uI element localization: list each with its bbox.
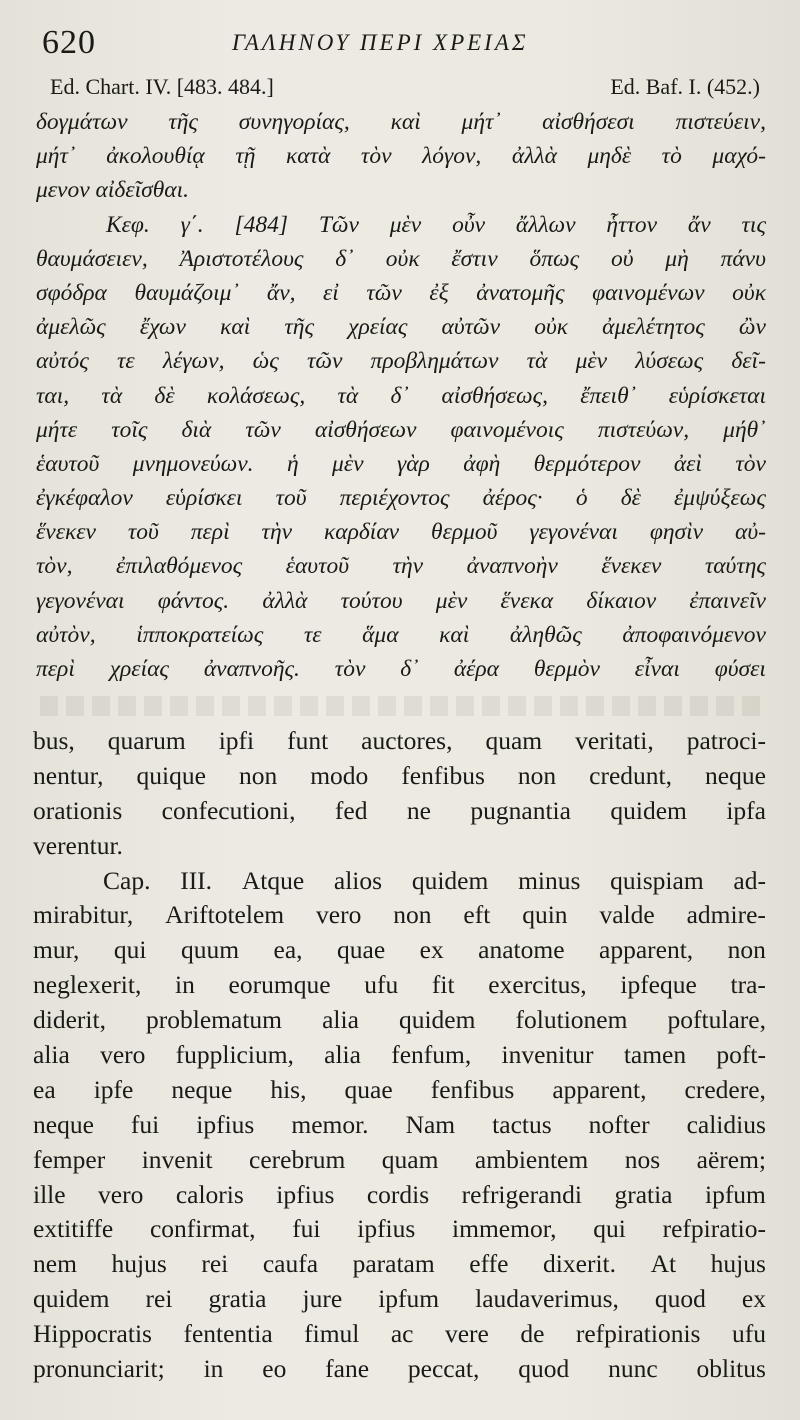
page-header [42,24,756,68]
edition-chartier-ref: Ed. Chart. IV. [483. 484.] [50,74,274,99]
latin-text-line: mur, qui quum ea, quae ex anatome apparent, non [33,935,766,965]
latin-text-line: extitiffe confirmat, fui ipfius immemor, qui refpiratio- [33,1214,766,1244]
greek-text-line: Κεφ. γ΄. [484] Τῶν μὲν οὖν ἄλλων ἧττον ἄν τις [106,211,766,238]
latin-text-line: orationis confecutioni, fed ne pugnantia quidem ipfa [33,795,766,825]
latin-text-line: pronunciarit; in eo fane peccat, quod nunc oblitus [33,1354,766,1384]
latin-text-line: ille vero caloris ipfius cordis refrigerandi gratia ipfum [33,1179,766,1209]
greek-text-line: γεγονέναι φάντος. ἀλλὰ τούτου μὲν ἕνεκα δίκαιον ἐπαινεῖν [36,587,766,614]
page-number: 620 [42,24,96,61]
greek-text-line: σφόδρα θαυμάζοιμ᾿ ἄν, εἰ τῶν ἐξ ἀνατομῆς φαινομένων οὐκ [36,279,766,306]
bleed-through-line [40,696,760,716]
latin-text-line: ea ipfe neque his, quae fenfibus apparent, credere, [33,1074,766,1104]
latin-text-line: Cap. III. Atque alios quidem minus quispiam ad- [103,865,766,895]
greek-text-line: θαυμάσειεν, Ἀριστοτέλους δ᾿ οὐκ ἔστιν ὅπως οὐ μὴ πάνυ [36,245,766,272]
latin-text-line: nentur, quique non modo fenfibus non credunt, neque [33,760,766,790]
greek-text-line: αὐτὸν, ἱπποκρατείως τε ἅμα καὶ ἀληθῶς ἀποφαινόμενον [36,621,766,648]
latin-text-line: nem hujus rei caufa paratam effe dixerit. At hujus [33,1249,766,1279]
greek-text-line: ἕνεκεν τοῦ περὶ τὴν καρδίαν θερμοῦ γεγονέναι φησὶν αὐ- [36,519,766,546]
greek-text-line: ἐγκέφαλον εὑρίσκει τοῦ περιέχοντος ἀέρος· ὁ δὲ ἐμψύξεως [36,485,766,512]
greek-text-line: τὸν, ἐπιλαθόμενος ἑαυτοῦ τὴν ἀναπνοὴν ἕνεκεν ταύτης [36,553,766,580]
greek-text-line: δογμάτων τῆς συνηγορίας, καὶ μήτ᾿ αἰσθήσεσι πιστεύειν, [36,109,766,135]
latin-text-line: bus, quarum ipfi funt auctores, quam veritati, patroci- [33,726,766,755]
greek-text-line: ται, τὰ δὲ κολάσεως, τὰ δ᾿ αἰσθήσεως, ἔπειθ᾿ εὑρίσκεται [36,382,766,409]
latin-text-line: diderit, problematum alia quidem folutionem poftulare, [33,1005,766,1035]
greek-text-line: μήτ᾿ ἀκολουθίᾳ τῇ κατὰ τὸν λόγον, ἀλλὰ μηδὲ τὸ μαχό- [36,143,766,170]
latin-text-line: alia vero fupplicium, alia fenfum, invenitur tamen poft- [33,1040,766,1070]
latin-text-line: quidem rei gratia jure ipfum laudaverimus, quod ex [33,1284,766,1314]
edition-reference-line [50,74,760,102]
latin-text-line: neque fui ipfius memor. Nam tactus nofter calidius [33,1109,766,1139]
greek-text-block [36,105,766,686]
greek-text-line: μενον αἰδεῖσθαι. [36,177,189,204]
greek-text-line: ἀμελῶς ἔχων καὶ τῆς χρείας αὐτῶν οὐκ ἀμελέτητος ὢν [36,314,766,341]
running-title: ΓΑΛΗΝΟΥ ΠΕΡΙ ΧΡΕΙΑΣ [232,30,529,55]
latin-text-line: Hippocratis fententia fimul ac vere de refpirationis ufu [33,1319,766,1349]
latin-text-line: neglexerit, in eorumque ufu fit exercitus, ipfeque tra- [33,970,766,1000]
latin-text-line: verentur. [33,830,123,860]
edition-basel-ref: Ed. Baf. I. (452.) [610,74,760,99]
latin-text-block [33,724,766,1387]
greek-text-line: ἑαυτοῦ μνημονεύων. ἡ μὲν γὰρ ἀφὴ θερμότερον ἀεὶ τὸν [36,450,766,477]
greek-text-line: μήτε τοῖς διὰ τῶν αἰσθήσεων φαινομένοις πιστεύων, μήθ᾿ [36,416,766,443]
greek-text-line: περὶ χρείας ἀναπνοῆς. τὸν δ᾿ ἀέρα θερμὸν εἶναι φύσει [36,656,766,682]
latin-text-line: femper invenit cerebrum quam ambientem nos aërem; [33,1144,766,1174]
greek-text-line: αὐτός τε λέγων, ὡς τῶν προβλημάτων τὰ μὲν λύσεως δεῖ- [36,348,766,375]
latin-text-line: mirabitur, Ariftotelem vero non eft quin valde admire- [33,900,766,930]
